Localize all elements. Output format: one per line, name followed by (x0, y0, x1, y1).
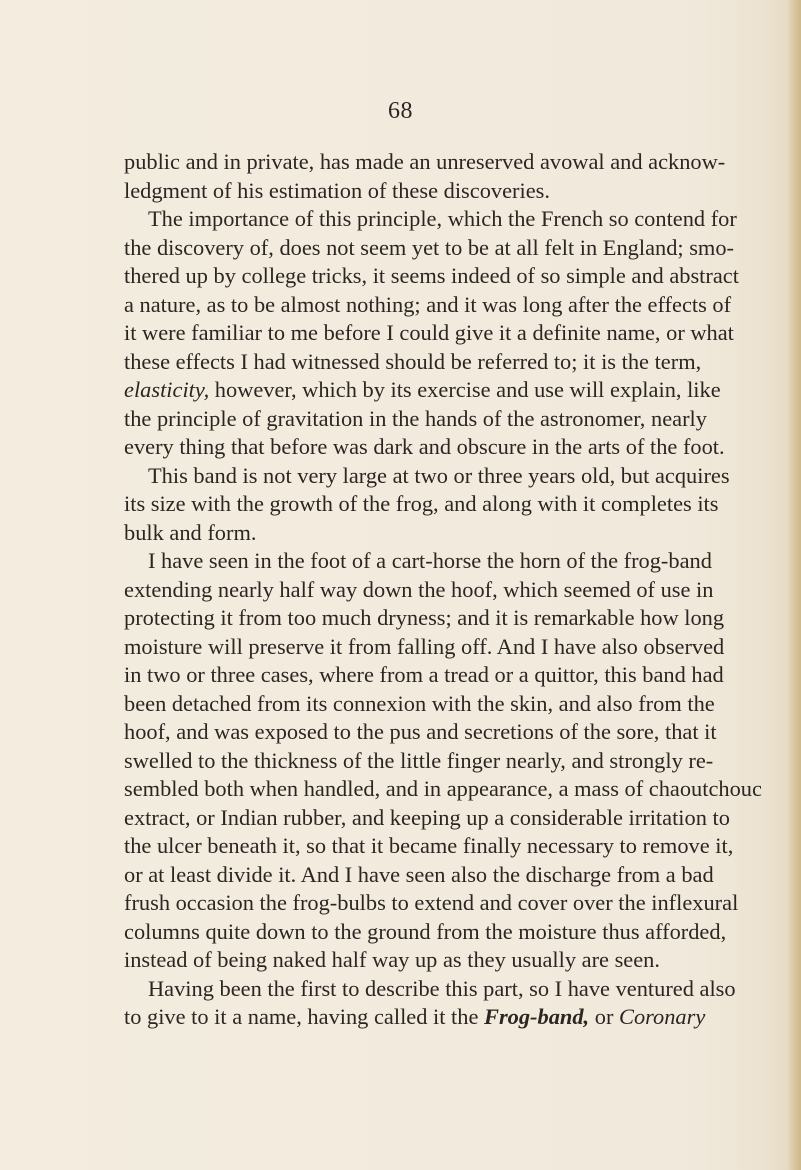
line-text: been detached from its connexion with the skin, and also from the (124, 690, 715, 716)
line-text: the principle of gravitation in the hands of the astronomer, nearly (124, 405, 707, 431)
line-text: This band is not very large at two or three years old, but acquires (148, 462, 730, 488)
text-line (124, 348, 702, 377)
italic-term: elasticity, (124, 377, 210, 402)
line-text: columns quite down to the ground from the moisture thus afforded, (124, 918, 727, 944)
page-number: 68 (388, 98, 413, 124)
line-text: extending nearly half way down the hoof, which seemed of use in (124, 576, 714, 602)
line-text: Having been the first to describe this part, so I have ventured also (148, 975, 736, 1001)
text-line (124, 661, 724, 690)
text-line (124, 832, 734, 861)
text-line (124, 262, 739, 291)
text-line (124, 205, 737, 234)
text-line (124, 804, 730, 833)
line-text: every thing that before was dark and obscure in the arts of the foot. (124, 434, 725, 459)
text-line (124, 291, 732, 320)
text-line (124, 775, 762, 804)
line-text: a nature, as to be almost nothing; and it was long after the effects of (124, 291, 732, 317)
body-text (124, 148, 762, 1032)
text-line (124, 376, 721, 405)
text-line (124, 177, 696, 206)
text-line (124, 405, 707, 434)
line-text: these effects I had witnessed should be referred to; it is the term, (124, 348, 702, 374)
text-line (124, 576, 714, 605)
text-line (124, 633, 725, 662)
text-line (124, 148, 726, 177)
line-text: thered up by college tricks, it seems indeed of so simple and abstract (124, 263, 739, 288)
text-line (124, 604, 725, 633)
text-line (124, 889, 739, 918)
line-text: swelled to the thickness of the little finger nearly, and strongly re- (124, 747, 714, 773)
text-line (124, 490, 719, 519)
line-text: sembled both when handled, and in appearance, a mass of chaoutchouc (124, 776, 762, 801)
text-line (124, 462, 730, 491)
line-text: moisture will preserve it from falling off. And I have also observed (124, 633, 725, 659)
line-text: its size with the growth of the frog, and along with it completes its (124, 491, 719, 516)
text-line (124, 747, 714, 776)
line-text: in two or three cases, where from a tread or a quittor, this band had (124, 662, 724, 687)
text-line (124, 319, 734, 348)
line-text: hoof, and was exposed to the pus and secretions of the sore, that it (124, 719, 717, 744)
line-text: or at least divide it. And I have seen also the discharge from a bad (124, 861, 714, 887)
line-text: frush occasion the frog-bulbs to extend and cover over the inflexural (124, 890, 739, 915)
line-text: I have seen in the foot of a cart-horse the horn of the frog-band (148, 548, 712, 573)
text-line (124, 1003, 706, 1032)
page-edge (787, 0, 801, 1170)
line-text: or (589, 1004, 620, 1029)
text-line (124, 690, 715, 719)
line-text: the discovery of, does not seem yet to be at all felt in England; smo- (124, 234, 734, 260)
line-text: to give to it a name, having called it the (124, 1004, 485, 1029)
text-line (124, 861, 714, 890)
line-text: instead of being naked half way up as they usually are seen. (124, 947, 660, 972)
line-text: ledgment of his estimation of these discoveries. (124, 177, 550, 203)
text-line (124, 519, 696, 548)
line-text: bulk and form. (124, 519, 257, 545)
text-line (124, 946, 696, 975)
line-text: extract, or Indian rubber, and keeping up a considerable irritation to (124, 804, 730, 830)
bold-italic-term: Frog-band, (484, 1004, 590, 1029)
text-line (124, 433, 725, 462)
line-text: public and in private, has made an unreserved avowal and acknow- (124, 149, 726, 174)
text-line (124, 234, 734, 263)
text-line (124, 918, 727, 947)
line-text: it were familiar to me before I could give it a definite name, or what (124, 320, 734, 345)
text-line (124, 975, 736, 1004)
text-line (124, 547, 712, 576)
italic-term: Coronary (619, 1004, 706, 1029)
text-line (124, 718, 717, 747)
line-text: the ulcer beneath it, so that it became finally necessary to remove it, (124, 833, 734, 858)
line-text: however, which by its exercise and use will explain, like (209, 377, 721, 402)
line-text: protecting it from too much dryness; and it is remarkable how long (124, 605, 725, 630)
line-text: The importance of this principle, which the French so contend for (148, 206, 737, 231)
